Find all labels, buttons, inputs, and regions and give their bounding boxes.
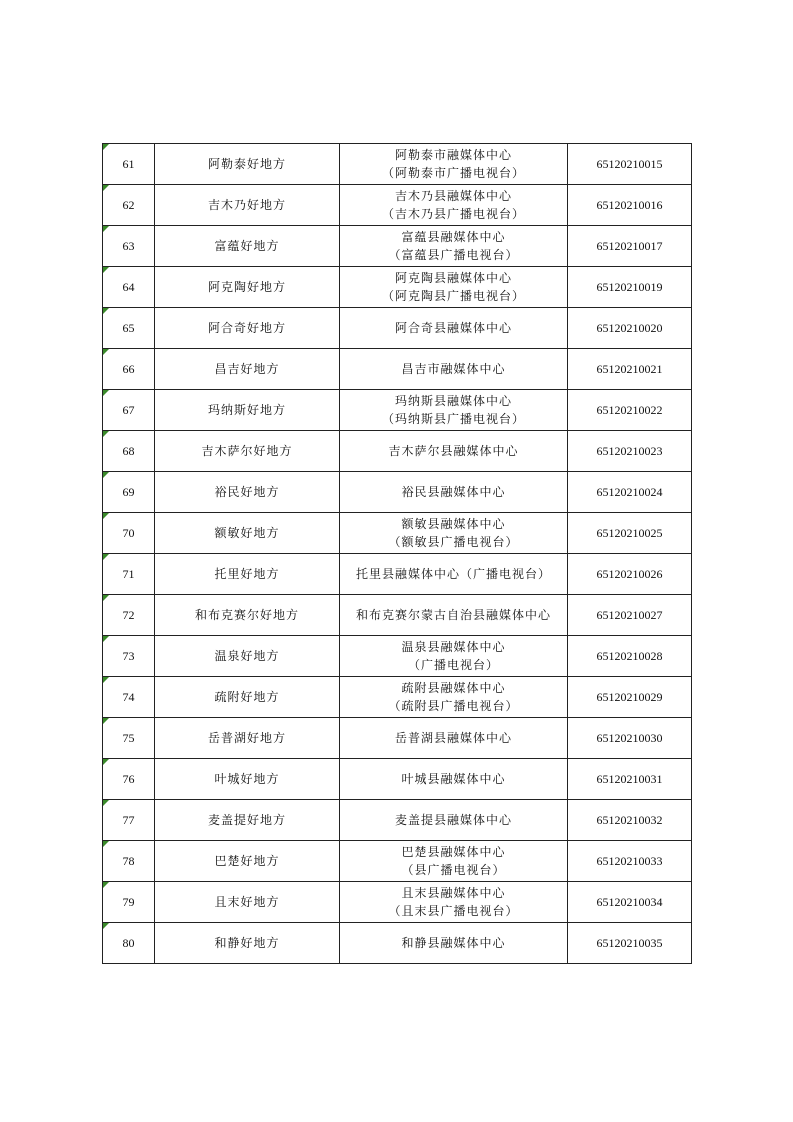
program-name: 和布克赛尔好地方 (155, 595, 340, 636)
row-number: 71 (103, 554, 155, 595)
organization-line: 玛纳斯县融媒体中心 (394, 394, 512, 408)
program-name: 麦盖提好地方 (155, 800, 340, 841)
registration-code: 65120210017 (568, 226, 692, 267)
registration-code: 65120210031 (568, 759, 692, 800)
organization-line: 阿克陶县融媒体中心 (394, 271, 512, 285)
organization-line: 疏附县融媒体中心 (401, 681, 506, 695)
registration-code: 65120210034 (568, 882, 692, 923)
organization-cell (340, 759, 568, 800)
organization-line: （玛纳斯县广播电视台） (381, 412, 525, 426)
row-number: 62 (103, 185, 155, 226)
program-name: 疏附好地方 (155, 677, 340, 718)
organization-cell (340, 595, 568, 636)
organization-line: 吉木乃县融媒体中心 (394, 189, 512, 203)
table-row (103, 390, 692, 431)
organization-cell (340, 923, 568, 964)
organization-cell (340, 554, 568, 595)
organization-line: 岳普湖县融媒体中心 (394, 731, 512, 745)
table-row (103, 636, 692, 677)
organization-line: （富蕴县广播电视台） (388, 248, 519, 262)
program-name: 叶城好地方 (155, 759, 340, 800)
row-number: 69 (103, 472, 155, 513)
organization-cell (340, 349, 568, 390)
table-row (103, 718, 692, 759)
registration-code: 65120210030 (568, 718, 692, 759)
table-row (103, 923, 692, 964)
registration-code: 65120210032 (568, 800, 692, 841)
row-number: 66 (103, 349, 155, 390)
table-row (103, 677, 692, 718)
program-name: 阿克陶好地方 (155, 267, 340, 308)
registration-table (102, 143, 692, 964)
organization-cell (340, 882, 568, 923)
registration-code: 65120210023 (568, 431, 692, 472)
table-row (103, 513, 692, 554)
row-number: 74 (103, 677, 155, 718)
organization-line: 富蕴县融媒体中心 (401, 230, 506, 244)
registration-code: 65120210026 (568, 554, 692, 595)
program-name: 岳普湖好地方 (155, 718, 340, 759)
row-number: 76 (103, 759, 155, 800)
registration-code: 65120210035 (568, 923, 692, 964)
program-name: 托里好地方 (155, 554, 340, 595)
program-name: 和静好地方 (155, 923, 340, 964)
table-row (103, 226, 692, 267)
organization-cell (340, 226, 568, 267)
organization-cell (340, 267, 568, 308)
program-name: 阿勒泰好地方 (155, 144, 340, 185)
organization-line: 阿合奇县融媒体中心 (394, 321, 512, 335)
program-name: 吉木乃好地方 (155, 185, 340, 226)
table-row (103, 759, 692, 800)
table-row (103, 472, 692, 513)
organization-line: （额敏县广播电视台） (388, 535, 519, 549)
table-row (103, 349, 692, 390)
row-number: 77 (103, 800, 155, 841)
registration-code: 65120210029 (568, 677, 692, 718)
organization-line: 和静县融媒体中心 (401, 936, 506, 950)
table-row (103, 185, 692, 226)
registration-code: 65120210025 (568, 513, 692, 554)
organization-cell (340, 472, 568, 513)
registration-code: 65120210028 (568, 636, 692, 677)
organization-line: 吉木萨尔县融媒体中心 (388, 444, 519, 458)
organization-line: 且末县融媒体中心 (401, 886, 506, 900)
registration-code: 65120210021 (568, 349, 692, 390)
organization-cell (340, 513, 568, 554)
organization-cell (340, 308, 568, 349)
registration-code: 65120210020 (568, 308, 692, 349)
row-number: 72 (103, 595, 155, 636)
program-name: 吉木萨尔好地方 (155, 431, 340, 472)
organization-cell (340, 718, 568, 759)
organization-line: （且末县广播电视台） (388, 904, 519, 918)
organization-line: （阿克陶县广播电视台） (381, 289, 525, 303)
program-name: 昌吉好地方 (155, 349, 340, 390)
organization-cell (340, 636, 568, 677)
table-row (103, 882, 692, 923)
organization-cell (340, 390, 568, 431)
row-number: 63 (103, 226, 155, 267)
organization-line: 额敏县融媒体中心 (401, 517, 506, 531)
row-number: 61 (103, 144, 155, 185)
registration-code: 65120210024 (568, 472, 692, 513)
table-row (103, 800, 692, 841)
organization-line: （疏附县广播电视台） (388, 699, 519, 713)
row-number: 64 (103, 267, 155, 308)
organization-cell (340, 677, 568, 718)
organization-line: （阿勒泰市广播电视台） (381, 166, 525, 180)
organization-line: 巴楚县融媒体中心 (401, 845, 506, 859)
row-number: 65 (103, 308, 155, 349)
row-number: 68 (103, 431, 155, 472)
organization-line: 阿勒泰市融媒体中心 (394, 148, 512, 162)
organization-cell (340, 841, 568, 882)
table-row (103, 144, 692, 185)
registration-code: 65120210019 (568, 267, 692, 308)
organization-line: （县广播电视台） (401, 863, 506, 877)
program-name: 且末好地方 (155, 882, 340, 923)
table-row (103, 554, 692, 595)
organization-line: 温泉县融媒体中心 (401, 640, 506, 654)
organization-cell (340, 185, 568, 226)
row-number: 75 (103, 718, 155, 759)
registration-code: 65120210022 (568, 390, 692, 431)
organization-line: （广播电视台） (407, 658, 499, 672)
program-name: 阿合奇好地方 (155, 308, 340, 349)
row-number: 67 (103, 390, 155, 431)
organization-line: 裕民县融媒体中心 (401, 485, 506, 499)
table-row (103, 267, 692, 308)
row-number: 80 (103, 923, 155, 964)
registration-code: 65120210033 (568, 841, 692, 882)
program-name: 额敏好地方 (155, 513, 340, 554)
table-row (103, 308, 692, 349)
organization-line: 和布克赛尔蒙古自治县融媒体中心 (355, 608, 551, 622)
table-row (103, 841, 692, 882)
organization-line: 昌吉市融媒体中心 (401, 362, 506, 376)
row-number: 78 (103, 841, 155, 882)
row-number: 79 (103, 882, 155, 923)
table-row (103, 431, 692, 472)
organization-cell (340, 144, 568, 185)
registration-code: 65120210016 (568, 185, 692, 226)
row-number: 70 (103, 513, 155, 554)
table-row (103, 595, 692, 636)
program-name: 巴楚好地方 (155, 841, 340, 882)
organization-line: 叶城县融媒体中心 (401, 772, 506, 786)
table-body (103, 144, 692, 964)
organization-line: （吉木乃县广播电视台） (381, 207, 525, 221)
program-name: 玛纳斯好地方 (155, 390, 340, 431)
organization-cell (340, 800, 568, 841)
row-number: 73 (103, 636, 155, 677)
program-name: 富蕴好地方 (155, 226, 340, 267)
organization-cell (340, 431, 568, 472)
program-name: 裕民好地方 (155, 472, 340, 513)
program-name: 温泉好地方 (155, 636, 340, 677)
organization-line: 托里县融媒体中心（广播电视台） (355, 567, 551, 581)
registration-code: 65120210015 (568, 144, 692, 185)
organization-line: 麦盖提县融媒体中心 (394, 813, 512, 827)
registration-code: 65120210027 (568, 595, 692, 636)
